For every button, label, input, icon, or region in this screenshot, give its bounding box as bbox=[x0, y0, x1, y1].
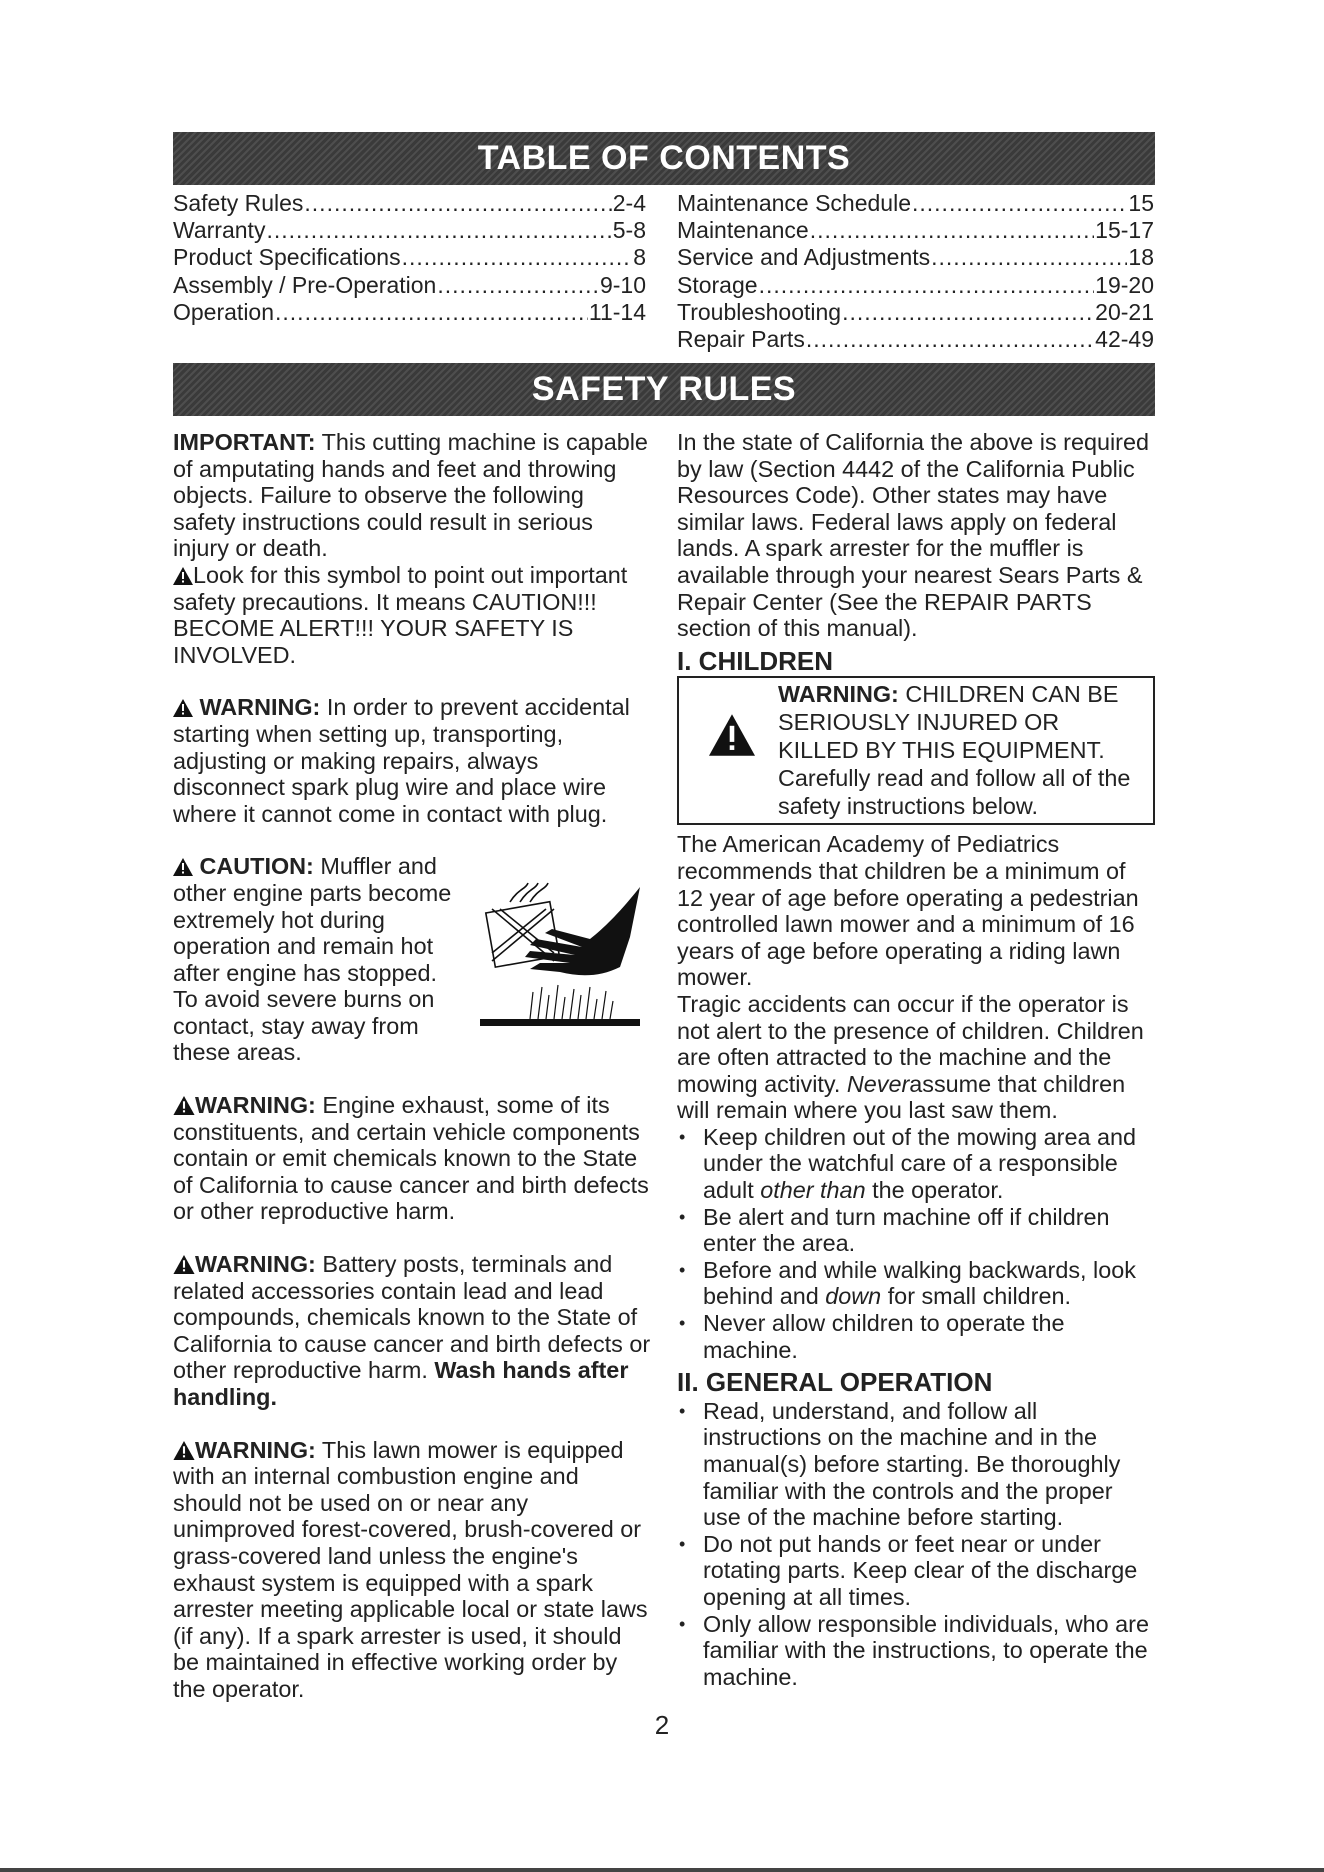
alert-triangle-icon bbox=[709, 714, 755, 756]
list-item: • Before and while walking backwards, look behind and down for small children. bbox=[677, 1257, 1155, 1310]
alert-triangle-icon bbox=[173, 567, 193, 585]
right-column bbox=[677, 429, 1155, 1690]
pediatrics-paragraph: The American Academy of Pediatrics recommends that children be a minimum of 12 year of age before operating a pedestrian controlled lawn mower and a minimum of 16 years of age before operating a riding lawn mower. bbox=[677, 831, 1139, 991]
safety-rules-banner bbox=[173, 363, 1155, 416]
left-column bbox=[173, 429, 651, 1703]
toc-entry[interactable]: Safety Rules ..... 2-4 bbox=[173, 190, 646, 217]
list-item: • Be alert and turn machine off if children enter the area. bbox=[677, 1204, 1155, 1257]
warning-spark-arrester: WARNING: This lawn mower is equipped with an internal combustion engine and should not be used on or near any unimproved forest-covered, brush-covered or grass-covered land unless the engine's exhaust system is equipped with a spark arrester meeting applicable local or state laws (if any). If a spark arrester is used, it should be maintained in effective working order by the operator. bbox=[173, 1436, 648, 1702]
toc-left-column bbox=[173, 190, 646, 326]
toc-entry[interactable]: Operation ..... 11-14 bbox=[173, 299, 646, 326]
toc-entry[interactable]: Service and Adjustments ..... 18 bbox=[677, 244, 1154, 271]
children-heading: I. CHILDREN bbox=[677, 645, 833, 676]
tragic-accidents-paragraph: Tragic accidents can occur if the operator is not alert to the presence of children. Children are often attracted to the machine and the mowing activity. Neverassume that children will remain where you last saw them. bbox=[677, 990, 1144, 1124]
alert-triangle-icon bbox=[173, 699, 193, 717]
bottom-rule bbox=[0, 1868, 1324, 1872]
list-item: • Keep children out of the mowing area and under the watchful care of a responsible adult other than the operator. bbox=[677, 1124, 1155, 1204]
list-item: • Only allow responsible individuals, who are familiar with the instructions, to operate the machine. bbox=[677, 1611, 1155, 1691]
symbol-paragraph: Look for this symbol to point out important safety precautions. It means CAUTION!!! BECOME ALERT!!! YOUR SAFETY IS INVOLVED. bbox=[173, 561, 628, 668]
toc-title: TABLE OF CONTENTS bbox=[477, 139, 851, 177]
safety-rules-title: SAFETY RULES bbox=[531, 370, 797, 408]
list-item: • Read, understand, and follow all instructions on the machine and in the manual(s) before starting. Be thoroughly familiar with the controls and the proper use of the machine before starting. bbox=[677, 1398, 1155, 1531]
list-item: • Never allow children to operate the machine. bbox=[677, 1310, 1155, 1363]
toc-entry[interactable]: Troubleshooting ..... 20-21 bbox=[677, 299, 1154, 326]
toc-entry[interactable]: Maintenance Schedule ..... 15 bbox=[677, 190, 1154, 217]
general-operation-heading: II. GENERAL OPERATION bbox=[677, 1367, 993, 1398]
alert-triangle-icon bbox=[173, 1096, 195, 1115]
alert-triangle-icon bbox=[173, 858, 193, 876]
toc-entry[interactable]: Assembly / Pre-Operation ..... 9-10 bbox=[173, 272, 646, 299]
caution-muffler: CAUTION: Muffler and other engine parts become extremely hot during operation and remain hot after engine has stopped. To avoid severe burns on contact, stay away from these areas. bbox=[173, 853, 651, 1066]
page-number: 2 bbox=[654, 1710, 670, 1740]
warning-spark-plug: WARNING: In order to prevent accidental starting when setting up, transporting, adjusting or making repairs, always disconnect spark plug wire and place wire where it cannot come in contact with plug. bbox=[173, 694, 630, 827]
toc-entry[interactable]: Warranty ..... 5-8 bbox=[173, 217, 646, 244]
toc-banner bbox=[173, 132, 1155, 185]
important-paragraph: IMPORTANT: This cutting machine is capable of amputating hands and feet and throwing objects. Failure to observe the following safety instructions could result in serious injury or death. bbox=[173, 429, 648, 562]
warning-battery: WARNING: Battery posts, terminals and related accessories contain lead and lead compounds, chemicals known to the State of California to cause cancer and birth defects or other reproductive harm. Wash hands after handling. bbox=[173, 1251, 651, 1410]
toc-entry[interactable]: Product Specifications ..... 8 bbox=[173, 244, 646, 271]
toc-entry[interactable]: Repair Parts ..... 42-49 bbox=[677, 326, 1154, 353]
alert-triangle-icon bbox=[173, 1255, 195, 1274]
children-warning-box: WARNING: CHILDREN CAN BE SERIOUSLY INJURED OR KILLED BY THIS EQUIPMENT. Carefully read and follow all of the safety instructions below. bbox=[677, 676, 1155, 825]
toc-right-column bbox=[677, 190, 1154, 353]
hot-surface-hand-icon bbox=[470, 877, 645, 1039]
warning-exhaust: WARNING: Engine exhaust, some of its constituents, and certain vehicle components contain or emit chemicals known to the State of California to cause cancer and birth defects or other reproductive harm. bbox=[173, 1092, 649, 1225]
california-law-paragraph: In the state of California the above is required by law (Section 4442 of the California Public Resources Code). Other states may have similar laws. Federal laws apply on federal lands. A spark arrester for the muffler is available through your nearest Sears Parts & Repair Center (See the REPAIR PARTS section of this manual). bbox=[677, 429, 1149, 642]
toc-entry[interactable]: Storage ..... 19-20 bbox=[677, 272, 1154, 299]
toc-entry[interactable]: Maintenance ..... 15-17 bbox=[677, 217, 1154, 244]
alert-triangle-icon bbox=[173, 1441, 195, 1460]
important-label: IMPORTANT: bbox=[173, 429, 316, 455]
list-item: • Do not put hands or feet near or under rotating parts. Keep clear of the discharge opening at all times. bbox=[677, 1531, 1155, 1611]
